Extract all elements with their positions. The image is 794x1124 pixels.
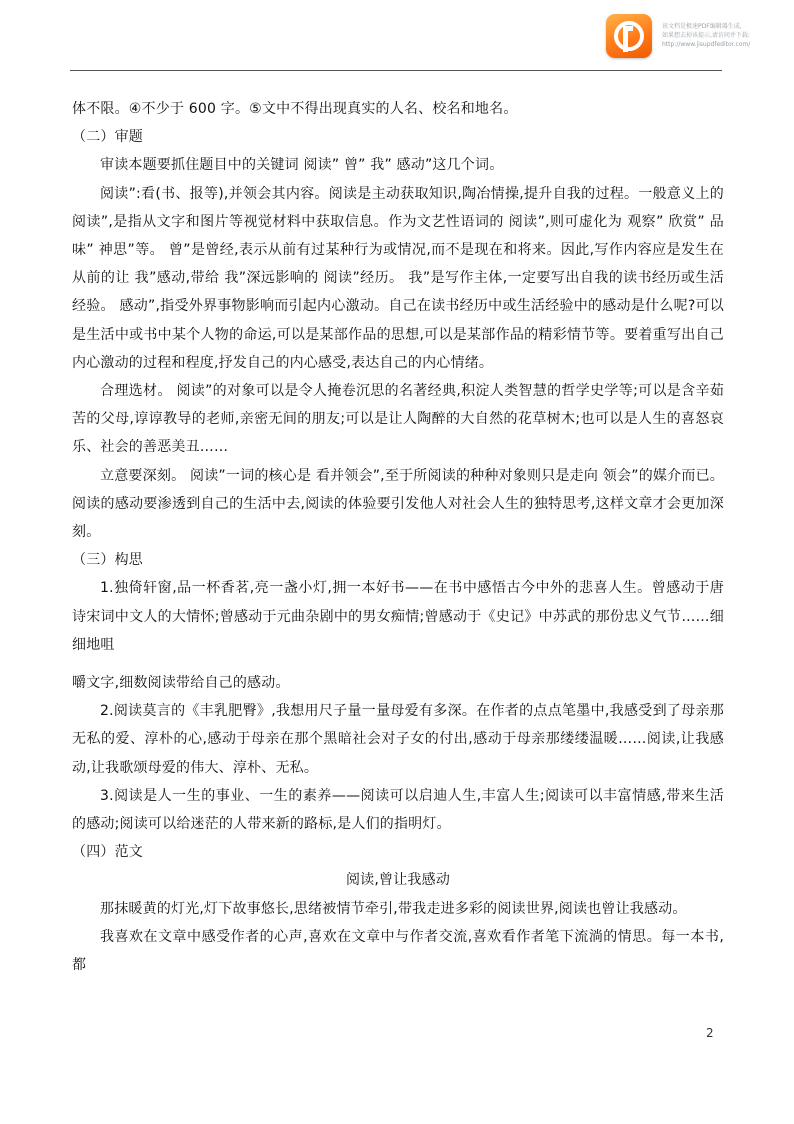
p-logo-icon	[606, 14, 652, 58]
paragraph: 审读本题要抓住题目中的关键词 阅读” 曾” 我” 感动”这几个词。	[100, 157, 504, 174]
document-body	[72, 95, 724, 979]
essay-title: 阅读,曾让我感动	[345, 872, 451, 889]
paragraph: 阅读”:看(书、报等),并领会其内容。阅读是主动获取知识,陶冶情操,提升自我的过程。一般意义上的 阅读”,是指从文字和图片等视觉材料中获取信息。作为文艺性语词的 阅读”,则可虚化为 观察” 欣赏” 品味” 神思”等。 曾”是曾经,表示从前有过某种行为或情况,而不是现在和将来。因此,写作内容应是发生在从前的让 我”感动,带给 我”深远影响的 阅读”经历。 我”是写作主体,一定要写出自我的读书经历或生活经验。 感动”,指受外界事物影响而引起内心激动。自己在读书经历中或生活经验中的感动是什么呢?可以是生活中或书中某个人物的命运,可以是某部作品的思想,可以是某部作品的精彩情节等。要着重写出自己内心激动的过程和程度,抒发自己的内心感受,表达自己的内心情绪。	[72, 185, 724, 371]
paragraph: 那抹暖黄的灯光,灯下故事悠长,思绪被情节牵引,带我走进多彩的阅读世界,阅读也曾让我感动。	[100, 900, 687, 917]
section-heading: （四）范文	[72, 844, 143, 861]
page-number: 2	[706, 1026, 714, 1040]
page-header	[0, 0, 794, 72]
paragraph: 体不限。④不少于 600 字。⑤文中不得出现真实的人名、校名和地名。	[72, 101, 518, 117]
watermark-line: 如果想去掉该提示,请访问并下载:	[662, 32, 750, 39]
paragraph: 2.阅读莫言的《丰乳肥臀》,我想用尺子量一量母爱有多深。在作者的点点笔墨中,我感受到了母亲那无私的爱、淳朴的心,感动于母亲在那个黑暗社会对子女的付出,感动于母亲那缕缕温暖……阅读,让我感动,让我歌颂母爱的伟大、淳朴、无私。	[72, 703, 724, 776]
paragraph: 3.阅读是人一生的事业、一生的素养——阅读可以启迪人生,丰富人生;阅读可以丰富情感,带来生活的感动;阅读可以给迷茫的人带来新的路标,是人们的指明灯。	[72, 787, 724, 833]
watermark-line: 该文档是极速PDF编辑器生成,	[662, 23, 742, 30]
paragraph: 立意要深刻。 阅读”一词的核心是 看并领会”,至于所阅读的种种对象则只是走向 领会”的媒介而已。阅读的感动要渗透到自己的生活中去,阅读的体验要引发他人对社会人生的独特思考,这样文章才会更加深刻。	[72, 467, 724, 541]
section-heading: （三）构思	[72, 552, 143, 569]
paragraph-continuation: 嚼文字,细数阅读带给自己的感动。	[72, 675, 290, 692]
paragraph: 合理选材。 阅读”的对象可以是令人掩卷沉思的名著经典,积淀人类智慧的哲学史学等;可以是含辛茹苦的父母,谆谆教导的老师,亲密无间的朋友;可以是让人陶醉的大自然的花草树木;也可以是人生的喜怒哀乐、社会的善恶美丑……	[72, 383, 724, 456]
pdf-editor-logo	[606, 14, 652, 58]
paragraph: 1.独倚轩窗,品一杯香茗,亮一盏小灯,拥一本好书——在书中感悟古今中外的悲喜人生。曾感动于唐诗宋词中文人的大情怀;曾感动于元曲杂剧中的男女痴情;曾感动于《史记》中苏武的那份忠义气节……细细地咀	[72, 580, 724, 653]
watermark-note	[662, 22, 782, 49]
section-heading: （二）审题	[72, 129, 143, 146]
header-divider	[70, 70, 722, 71]
paragraph: 我喜欢在文章中感受作者的心声,喜欢在文章中与作者交流,喜欢看作者笔下流淌的情思。每一本书,都	[72, 928, 724, 974]
watermark-line: http://www.jisupdfeditor.com/	[662, 41, 751, 48]
